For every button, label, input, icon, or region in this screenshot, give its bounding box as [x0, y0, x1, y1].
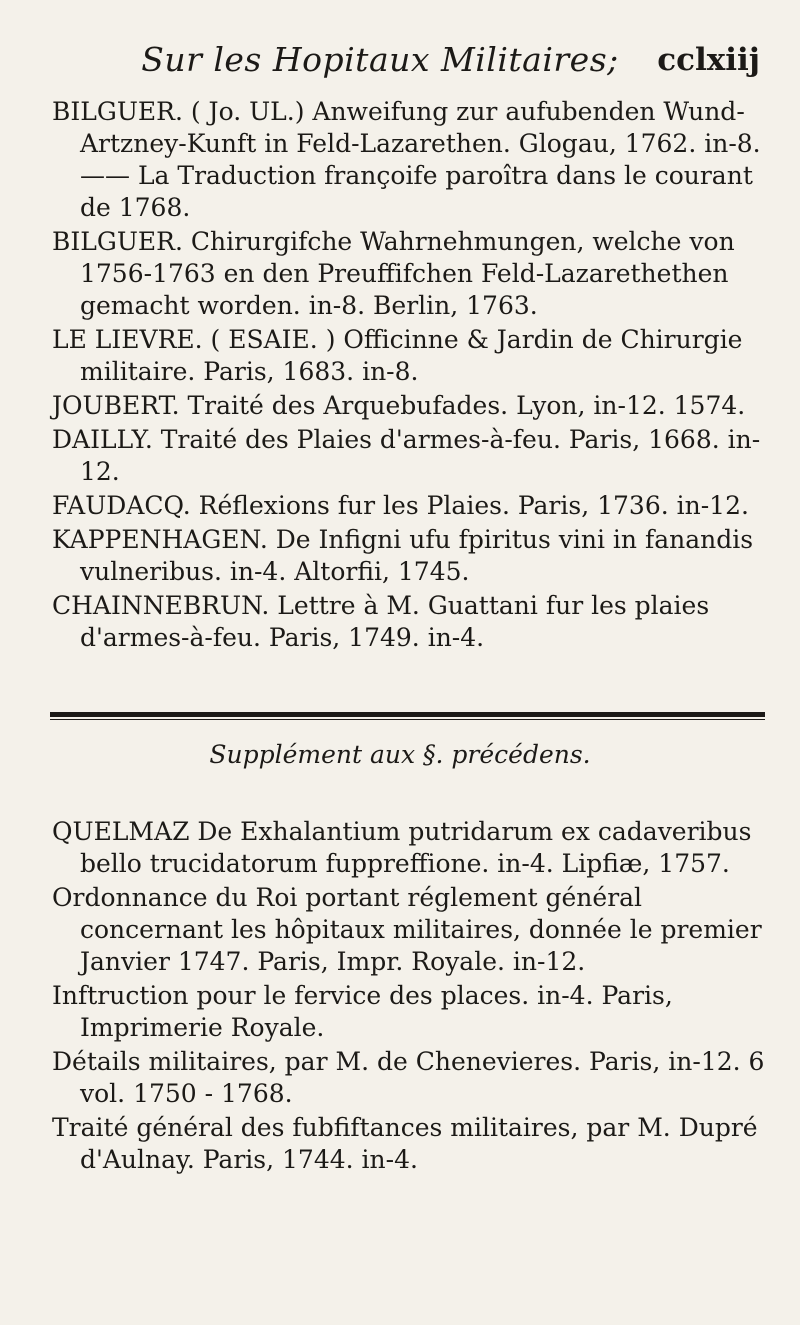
section-divider	[50, 712, 765, 717]
supplement-list	[52, 816, 767, 1178]
bibliography-entry: CHAINNEBRUN. Lettre à M. Guattani fur les plaies d'armes-à-feu. Paris, 1749. in-4.	[52, 591, 710, 652]
page-header	[0, 40, 800, 100]
bibliography-entry: JOUBERT. Traité des Arquebufades. Lyon, in-12. 1574.	[52, 391, 746, 420]
bibliography-list	[52, 96, 767, 656]
supplement-entry: Inftruction pour le fervice des places. in-4. Paris, Imprimerie Royale.	[52, 981, 673, 1042]
supplement-entry: Traité général des fubfiftances militaires, par M. Dupré d'Aulnay. Paris, 1744. in-4.	[52, 1113, 758, 1174]
supplement-entry: Ordonnance du Roi portant réglement général concernant les hôpitaux militaires, donnée le premier Janvier 1747. Paris, Impr. Royale. in-12.	[52, 883, 762, 976]
bibliography-entry: BILGUER. ( Jo. UL.) Anweifung zur aufubenden Wund-Artzney-Kunft in Feld-Lazarethen. Glogau, 1762. in-8. —— La Traduction françoife paroîtra dans le courant de 1768.	[52, 97, 761, 222]
section-divider-thin	[50, 719, 765, 720]
supplement-entry: Détails militaires, par M. de Chenevieres. Paris, in-12. 6 vol. 1750 - 1768.	[52, 1047, 765, 1108]
bibliography-entry: BILGUER. Chirurgifche Wahrnehmungen, welche von 1756-1763 en den Preuffifchen Feld-Lazarethethen gemacht worden. in-8. Berlin, 1763.	[52, 227, 735, 320]
bibliography-entry: LE LIEVRE. ( ESAIE. ) Officinne & Jardin de Chirurgie militaire. Paris, 1683. in-8.	[52, 325, 743, 386]
supplement-heading: Supplément aux §. précédens.	[209, 740, 591, 769]
page-number: cclxiij	[657, 42, 760, 78]
running-title: Sur les Hopitaux Militaires;	[141, 40, 619, 79]
bibliography-entry: KAPPENHAGEN. De Infigni ufu fpiritus vini in fanandis vulneribus. in-4. Altorfii, 1745.	[52, 525, 754, 586]
bibliography-entry: FAUDACQ. Réflexions fur les Plaies. Paris, 1736. in-12.	[52, 491, 749, 520]
supplement-entry: QUELMAZ De Exhalantium putridarum ex cadaveribus bello trucidatorum fuppreffione. in-4. Lipfiæ, 1757.	[52, 817, 752, 878]
bibliography-entry: DAILLY. Traité des Plaies d'armes-à-feu. Paris, 1668. in-12.	[52, 425, 761, 486]
